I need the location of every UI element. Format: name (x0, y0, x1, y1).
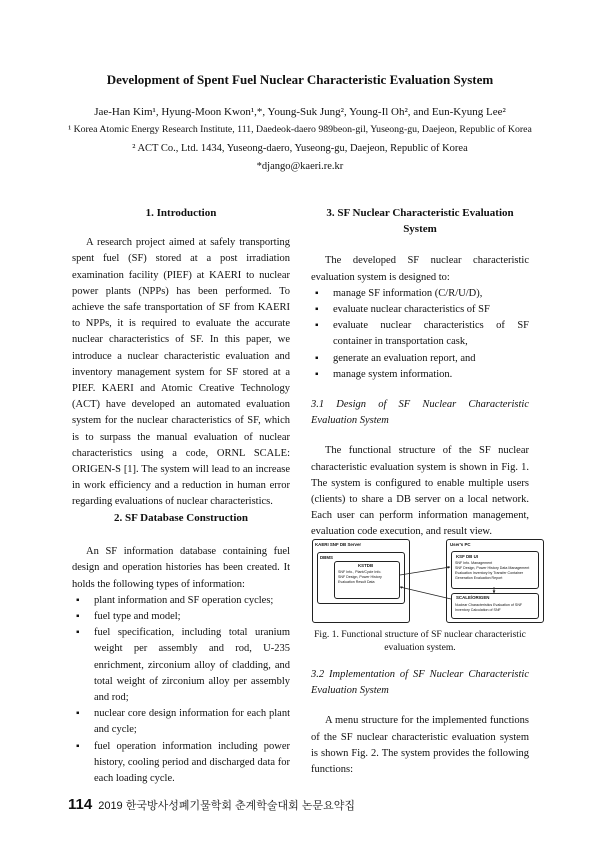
dbms-label: DBMS (320, 555, 333, 560)
bullet-list (311, 286, 529, 383)
user-pc-label: User's PC (450, 542, 471, 547)
page-number: 114 (68, 796, 93, 813)
server-label: KAERI SNF DB Server (315, 542, 362, 547)
subsection-heading: 3.2 Implementation of SF Nuclear Characteristic Evaluation System (311, 669, 529, 697)
ksfdb-label: KSF DB UI (456, 554, 478, 559)
section-introduction (72, 205, 290, 511)
scale-item: Nuclear Characteristics Evaluation of SNF (455, 603, 523, 607)
figure-1 (312, 539, 542, 623)
list-item: ▪ evaluate nuclear characteristics of SF container in transportation cask, (311, 318, 529, 350)
section-heading: 2. SF Database Construction (113, 512, 249, 524)
list-item: ▪ manage system information. (311, 367, 529, 383)
list-item: ▪ generate an evaluation report, and (311, 351, 529, 367)
ksfdb-item: SNF Info. Management (455, 561, 493, 565)
figure-arrows (312, 539, 542, 623)
list-item: ▪ manage SF information (C/R/U/D), (311, 286, 529, 302)
paragraph: A research project aimed at safely transporting spent fuel (SF) stored at a post irradiation examination facility (PIEF) at KAERI to nuclear power plants (NPPs) has been performed. To achieve the safe transportation of SF from KAERI to NPPs, it is required to evaluate the accurate nuclear characteristics of SF. In this paper, we introduce a nuclear characteristic evaluation and inventory management system for SF stored at a PIEF. KAERI and Atomic Creative Technology (ACT) have developed an automated evaluation system for the nuclear characteristics of SF, which is to surpass the manual evaluation of nuclear characteristics using a code, ORNL SCALE: ORIGEN-S [1]. The system will lead to an increase in work efficiency and a reduction in human error regarding evaluations of nuclear characteristics. (72, 237, 290, 508)
kstdb-item: SNF Info., Plant/Cycle Info. (338, 570, 382, 574)
paragraph: An SF information database containing fuel design and operation histories has been created. It holds the following types of information: (72, 546, 290, 590)
kstdb-item: Evaluation Result Data (338, 580, 375, 584)
section-system (311, 205, 529, 541)
paragraph: The developed SF nuclear characteristic evaluation system is designed to: (311, 255, 529, 283)
arrow-db-to-ui (400, 567, 450, 575)
kstdb-label: KSTDB (358, 563, 374, 568)
figure-caption: Fig. 1. Functional structure of SF nuclear characteristic evaluation system. (314, 629, 526, 653)
subsection-implementation (311, 667, 529, 778)
list-item: ▪ fuel operation information including power history, cooling period and discharged data for each loading cycle. (72, 739, 290, 788)
scale-label: SCALE/ORIGEN (456, 595, 490, 600)
bullet-list (72, 593, 290, 787)
ksfdb-item: SNF Design, Power History Data Management (455, 566, 530, 570)
proceedings-name: 2019 한국방사성폐기물학회 춘계학술대회 논문요약집 (98, 800, 355, 812)
ksfdb-item: Generation Evaluation Report (455, 576, 503, 580)
paragraph: The functional structure of the SF nuclear characteristic evaluation system is shown in Fig. 1. The system is configured to enable multiple users (clients) to share a DB server on a local network. Each user can perform information management, evaluation code execution, and result view. (311, 445, 529, 538)
list-item: ▪ nuclear core design information for each plant and cycle; (72, 706, 290, 738)
section-heading-line1: 3. SF Nuclear Characteristic Evaluation (326, 207, 514, 219)
section-heading: 1. Introduction (145, 207, 217, 219)
paper-title: Development of Spent Fuel Nuclear Characteristic Evaluation System (106, 72, 494, 87)
affiliation-2: ² ACT Co., Ltd. 1434, Yuseong-daero, Yuseong-gu, Daejeon, Republic of Korea (132, 143, 468, 154)
section-heading-line2: System (403, 223, 437, 236)
arrow-scale-to-db (400, 587, 451, 599)
list-item: ▪ evaluate nuclear characteristics of SF (311, 302, 529, 318)
scale-item: Inventory Calculation of SNF (455, 608, 501, 612)
corresponding-email: *django@kaeri.re.kr (256, 161, 344, 172)
page-footer (68, 796, 355, 813)
list-item: ▪ fuel type and model; (72, 609, 290, 625)
affiliation-1: ¹ Korea Atomic Energy Research Institute, 111, Daedeok-daero 989beon-gil, Yuseong-gu, Daejeon, Republic of Korea (68, 124, 532, 135)
paragraph: A menu structure for the implemented functions of the SF nuclear characteristic evaluation system is shown Fig. 2. The system provides the following functions: (311, 715, 529, 776)
list-item: ▪ fuel specification, including total uranium weight per assembly and rod, U-235 enrichment, zirconium alloy of cladding, and total weight of zirconium alloy per assembly and rod; (72, 625, 290, 706)
kstdb-item: SNF Design, Power History (338, 575, 382, 579)
author-list: Jae-Han Kim¹, Hyung-Moon Kwon¹,*, Young-Suk Jung², Young-Il Oh², and Eun-Kyung Lee² (94, 106, 506, 118)
subsection-heading: 3.1 Design of SF Nuclear Characteristic Evaluation System (311, 399, 529, 427)
ksfdb-item: Evaluation Inventory by Transfer Container (455, 571, 524, 575)
section-database (72, 510, 290, 787)
list-item: ▪ plant information and SF operation cycles; (72, 593, 290, 609)
